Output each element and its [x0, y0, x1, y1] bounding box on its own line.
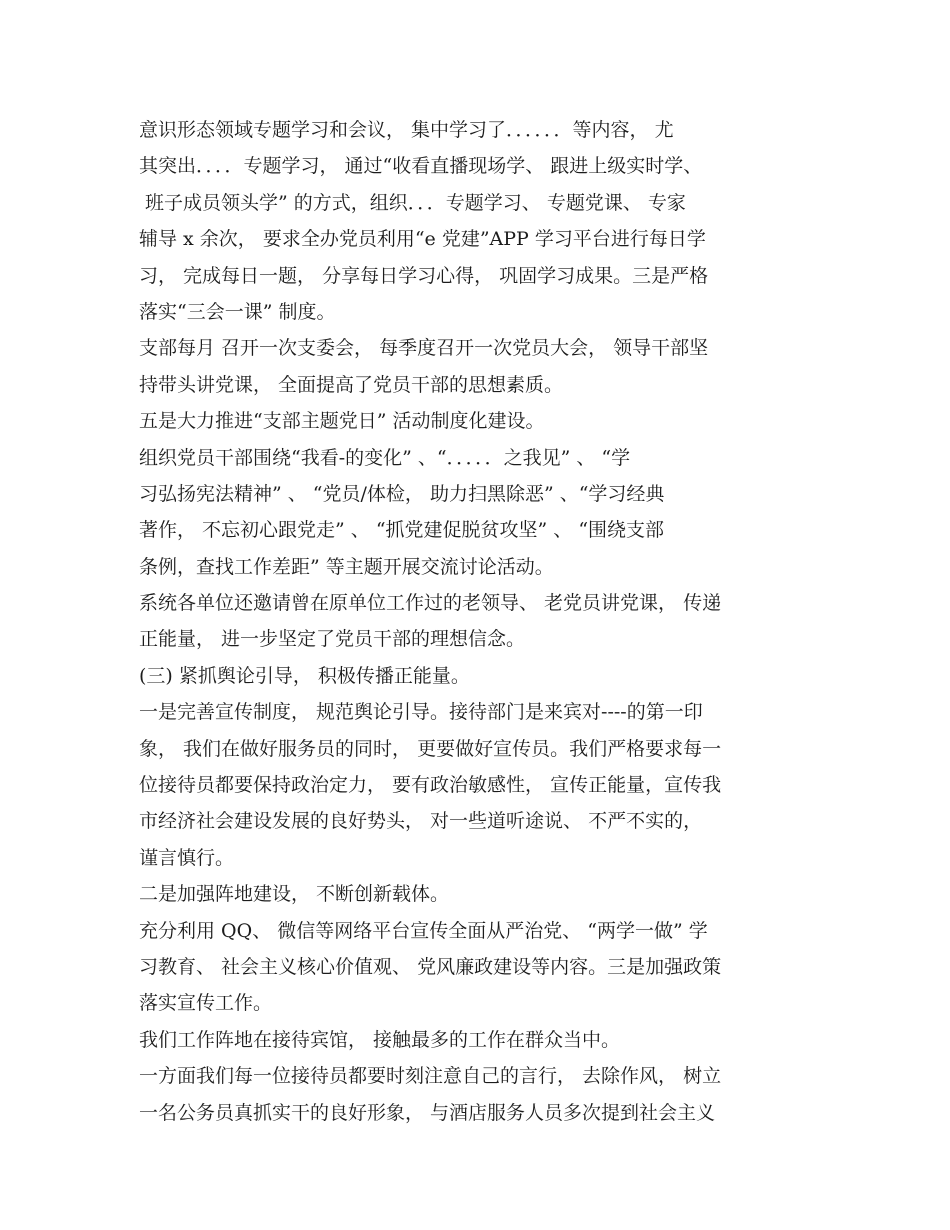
text-line: 谨言慎行。: [139, 846, 235, 869]
text-line: 五是大力推进“支部主题党日” 活动制度化建设。: [139, 410, 545, 433]
text-line: 象， 我们在做好服务员的同时， 更要做好宣传员。我们严格要求每一: [139, 737, 722, 760]
text-line: 系统各单位还邀请曾在原单位工作过的老领导、 老党员讲党课， 传递: [139, 592, 722, 615]
text-line: 正能量， 进一步坚定了党员干部的理想信念。: [139, 628, 526, 651]
text-line: 一方面我们每一位接待员都要时刻注意自己的言行， 去除作风， 树立: [139, 1065, 722, 1088]
text-line: 落实“三会一课” 制度。: [139, 300, 336, 323]
text-line: 其突出．．．．专题学习， 通过“收看直播现场学、 跟进上级实时学、: [139, 155, 703, 178]
text-line: 一名公务员真抓实干的良好形象， 与酒店服务人员多次提到社会主义: [139, 1101, 716, 1124]
text-line: 持带头讲党课， 全面提高了党员干部的思想素质。: [139, 373, 564, 396]
text-line: 充分利用 QQ、 微信等网络平台宣传全面从严治党、 “两学一做” 学: [139, 919, 708, 942]
text-line: 我们工作阵地在接待宾馆， 接触最多的工作在群众当中。: [139, 1028, 621, 1051]
text-line: 条例，查找工作差距” 等主题开展交流讨论活动。: [139, 555, 554, 578]
section-heading: (三) 紧抓舆论引导， 积极传播正能量。: [139, 664, 470, 687]
text-line: 一是完善宣传制度， 规范舆论引导。接待部门是来宾对----的第一印: [139, 701, 703, 724]
text-line: 辅导 x 余次， 要求全办党员利用“e 党建”APP 学习平台进行每日学: [139, 228, 706, 251]
text-line: 班子成员领头学” 的方式，组织．．．专题学习、 专题党课、 专家: [139, 191, 686, 214]
document-body: [139, 112, 829, 1131]
text-line: 著作， 不忘初心跟党走” 、 “抓党建促脱贫攻坚” 、 “围绕支部: [139, 519, 665, 542]
text-line: 位接待员都要保持政治定力， 要有政治敏感性， 宣传正能量，宣传我: [139, 774, 722, 797]
text-line: 支部每月 召开一次支委会， 每季度召开一次党员大会， 领导干部坚: [139, 337, 709, 360]
text-line: 意识形态领域专题学习和会议， 集中学习了．．．．．．等内容， 尤: [139, 119, 674, 141]
text-line: 市经济社会建设发展的良好势头， 对一些道听途说、 不严不实的，: [139, 810, 703, 833]
text-line: 习， 完成每日一题， 分享每日学习心得， 巩固学习成果。三是严格: [139, 264, 709, 287]
text-line: 组织党员干部围绕“我看-的变化” 、“．．．．．之我见” 、 “学: [139, 446, 631, 469]
text-line: 落实宣传工作。: [139, 992, 273, 1015]
text-line: 习弘扬宪法精神” 、 “党员/体检， 助力扫黑除恶” 、“学习经典: [139, 482, 665, 505]
text-line: 二是加强阵地建设， 不断创新载体。: [139, 883, 450, 906]
text-line: 习教育、 社会主义核心价值观、 党风廉政建设等内容。三是加强政策: [139, 955, 722, 978]
